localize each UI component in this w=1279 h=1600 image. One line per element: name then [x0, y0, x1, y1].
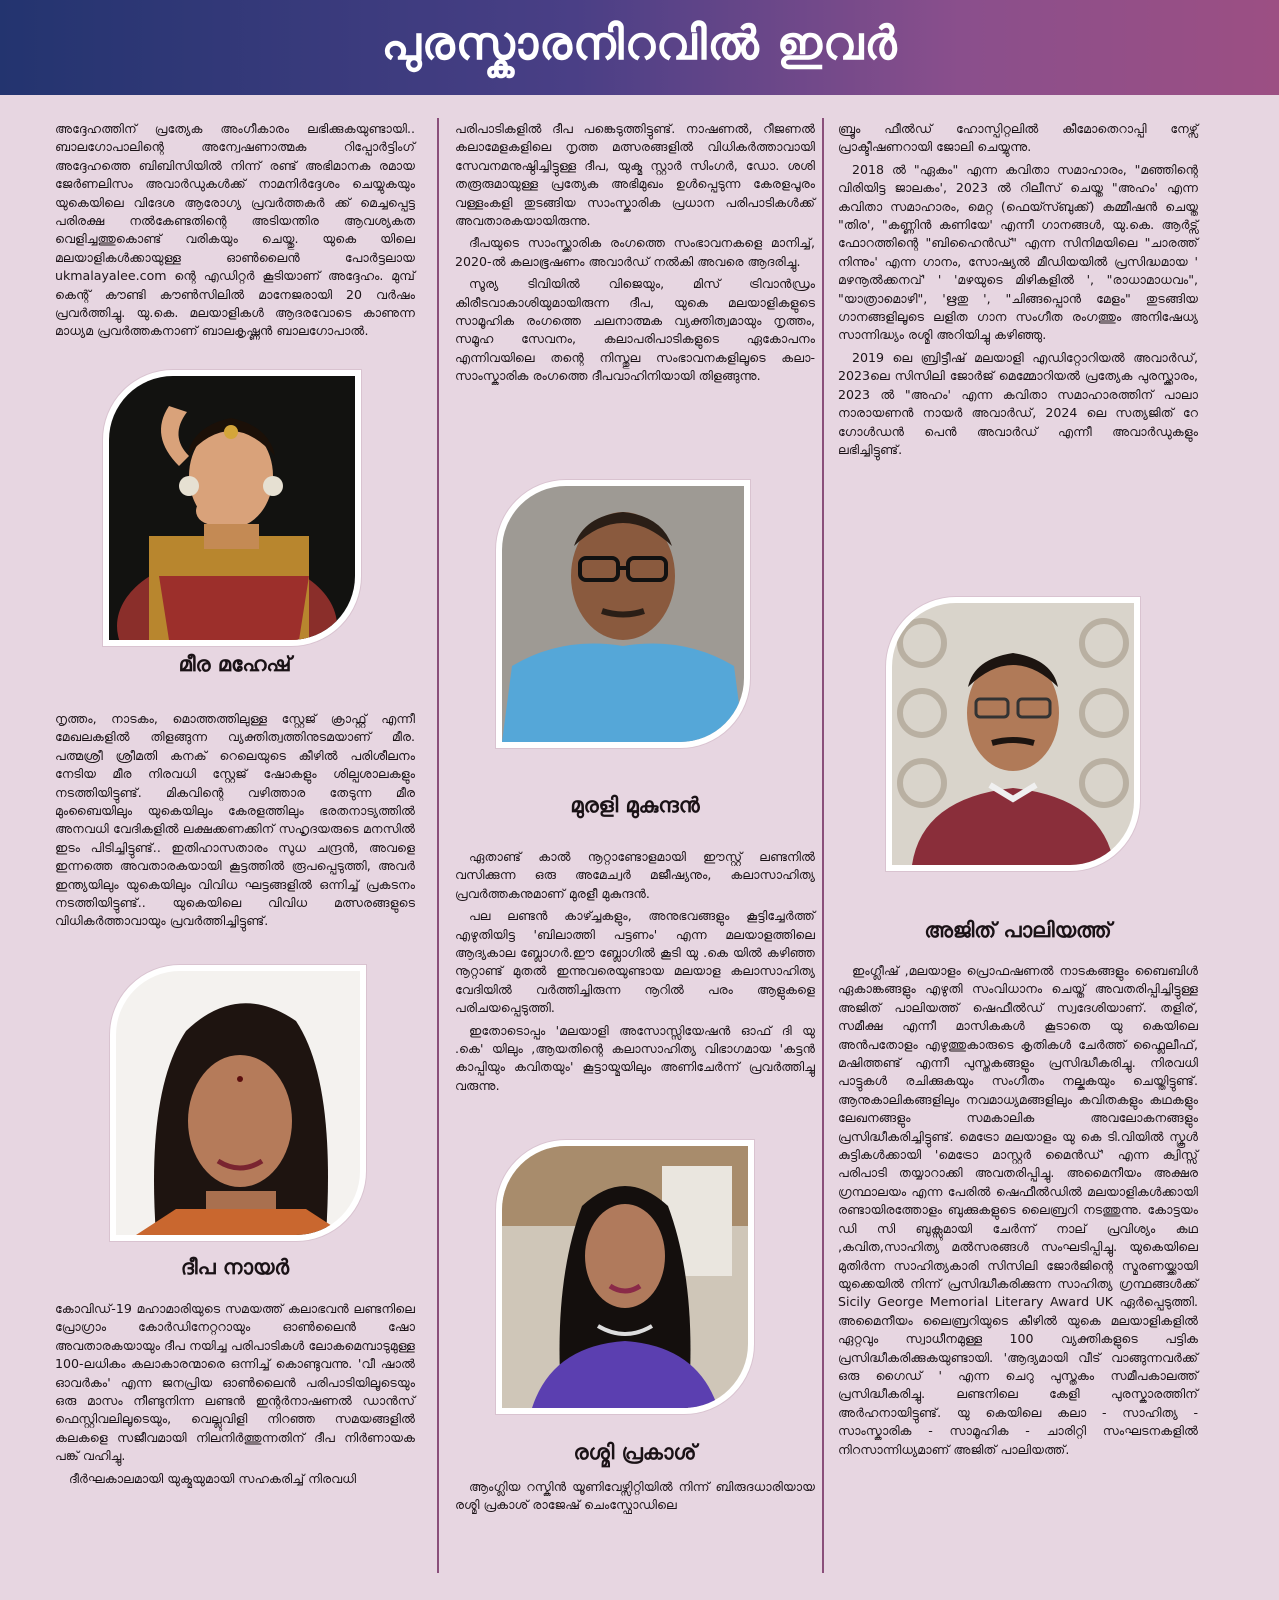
- murali-paragraph-3: ഇതോടൊപ്പം 'മലയാളി അസോസ്സിയേഷൻ ഓഫ് ദി യു .കെ' യിലും ,ആയതിന്റെ കലാസാഹിത്യ വിഭാഗമായ 'കട്ടൻ കാപ്പിയും കവിതയും' കൂട്ടായ്മയിലും അണിചേർന്ന് പ്രവർത്തിച്ചു വരുന്നു.: [455, 1022, 815, 1093]
- reshmi-photo: [496, 1140, 754, 1414]
- page-title: പുരസ്കാരനിറവിൽ ഇവർ: [381, 16, 898, 70]
- deepa-award: ദീപയുടെ സാംസ്ക്കാരിക രംഗത്തെ സംഭാവനകളെ മാനിച്ച്, 2020-ൽ കലാഭൂഷണം അവാർഡ് നൽകി അവരെ ആദരിച്ചു.: [455, 235, 815, 269]
- woman-portrait-icon: [116, 971, 360, 1235]
- murali-bio: [455, 848, 815, 1099]
- reshmi-name: രശ്മി പ്രകാശ്: [573, 1440, 697, 1464]
- deepa-name: ദീപ നായർ: [180, 1255, 290, 1279]
- deepa-profile: സൂര്യ ടിവിയിൽ വിജെയും, മിസ് ട്രിവാൻഡ്രം കിരീടവാകാശിയുമായിരുന്ന ദീപ, യുകെ മലയാളികളുടെ സാമൂഹിക രംഗത്തെ ചലനാത്മക വ്യക്തിത്വമായും നൃത്തം, സമൂഹ സേവനം, കലാപരിപാടികളുടെ ഏകോപനം എന്നിവയിലെ തന്റെ നിസ്തുല സംഭാവനകളിലൂടെ കലാ-സാംസ്കാരിക രംഗത്തെ ദീപവാഹിനിയായി തിളങ്ങുന്നു.: [455, 276, 815, 384]
- deepa-bio: [55, 1300, 415, 1492]
- dancer-portrait-icon: [109, 376, 355, 640]
- woman-portrait-icon: [502, 1146, 748, 1408]
- column-divider: [437, 118, 439, 1573]
- title-banner: [0, 0, 1279, 95]
- column-divider: [822, 118, 824, 1573]
- reshmi-paragraph: ആംഗ്ലിയ റസ്കിൻ യൂണിവേഴ്സിറ്റിയിൽ നിന്ന് ബിരുദധാരിയായ രശ്മി പ്രകാശ് രാജേഷ് ചെംസ്ഫോഡിലെ: [455, 1479, 815, 1513]
- reshmi-works: 2018 ൽ "ഏകം" എന്ന കവിതാ സമാഹാരം, "മഞ്ഞിന്റെ വിരിയിട്ട ജാലകം', 2023 ൽ റിലീസ് ചെയ്ത "അഹം' എന്ന കവിതാ സമാഹാരം, മെറ്റ (ഫെയ്സ്ബുക്ക്) കമ്മീഷൻ ചെയ്ത "തിര', "കണ്ണിൻ കണിയേ' എന്നീ ഗാനങ്ങൾ, യു.കെ. ആർട്സ് ഫോറത്തിന്റെ "ബിഹൈൻഡ്" എന്ന സിനിമയിലെ "ചാരത്ത് നിന്നും' എന്ന ഗാനം, സോഷ്യൽ മീഡിയയിൽ പ്രസിദ്ധമായ ' മഴനൂൽക്കനവ്' ' 'മഴയുടെ മിഴികളിൽ ', "രാധാമാധവം", "യാത്രാമൊഴി", 'ഋതു ', "ചിങ്ങപ്പൊൻ മേളം" തുടങ്ങിയ ഗാനങ്ങളിലൂടെ ലളിത ഗാന സംഗീത രംഗത്തും അനിഷേധ്യ സാന്നിദ്ധ്യം രശ്മി അറിയിച്ചു കഴിഞ്ഞു.: [838, 161, 1198, 343]
- murali-paragraph-2: പല ലണ്ടൻ കാഴ്ച്ചകളും, അനുഭവങ്ങളും കൂട്ടിച്ചേർത്ത് എഴുതിയിട്ട 'ബിലാത്തി പട്ടണം' എന്ന മലയാളത്തിലെ ആദ്യകാല ബ്ലോഗർ.ഈ ബ്ലോഗിൽ കൂടി യു .കെ യിൽ കഴിഞ്ഞ നൂറ്റാണ്ട് മുതൽ ഇന്നുവരെയുണ്ടായ മലയാള കലാസാഹിത്യ വേദിയിൽ വർത്തിച്ചിരുന്ന നൂറിൽ പരം ആളുകളെ പരിചയപ്പെടുത്തി.: [455, 908, 815, 1016]
- reshmi-bio: [455, 1478, 815, 1519]
- man-portrait-icon: [502, 486, 744, 742]
- column-2-top: [455, 120, 815, 390]
- deepa-photo: [110, 965, 366, 1241]
- ajith-bio: [838, 962, 1198, 1463]
- ajith-photo: [886, 597, 1140, 871]
- meera-bio: [55, 710, 415, 935]
- meera-name: മീര മഹേഷ്: [178, 652, 292, 676]
- ajith-name: അജിത് പാലിയത്ത്: [924, 918, 1112, 942]
- reshmi-continued: ബ്രൂം ഫീൽഡ് ഹോസ്പിറ്റലിൽ കീമോതെറാപ്പി നേഴ്സ് പ്രാക്ടീഷണറായി ജോലി ചെയ്യുന്നു.: [838, 121, 1198, 155]
- column-1-intro: [55, 120, 415, 345]
- meera-paragraph: നൃത്തം, നാടകം, മൊത്തത്തിലുള്ള സ്റ്റേജ് ക്രാഫ്റ്റ് എന്നീ മേഖലകളിൽ തിളങ്ങുന്ന വ്യക്തിത്വത്തിനുടമയാണ് മീര. പത്മശ്രീ ശ്രീമതി കനക് റെലെയുടെ കീഴിൽ പരിശീലനം നേടിയ മീര നിരവധി സ്റ്റേജ് ഷോകളും ശില്പശാലകളും നടത്തിയിട്ടുണ്ട്. മികവിന്റെ വഴിത്താര തേടുന്ന മീര മുംബൈയിലും യുകെയിലും കേരളത്തിലും ഭരതനാട്യത്തിൽ അനവധി വേദികളിൽ ലക്ഷക്കണക്കിന് സഹൃദയരുടെ മനസിൽ ഇടം പിടിച്ചിട്ടുണ്ട്.. ഇതിഹാസതാരം സുധ ചന്ദ്രൻ, അവളെ ഇന്നത്തെ അവതാരകയായി കൂട്ടത്തിൽ രൂപപ്പെടുത്തി, അവർ ഇന്ത്യയിലും യുകെയിലും വിവിധ ഘട്ടങ്ങളിൽ ഒന്നിച്ച് പ്രകടനം നടത്തിയിട്ടുണ്ട്.. യുകെയിലെ വിവിധ മത്സരങ്ങളുടെ വിധികർത്താവായും പ്രവർത്തിച്ചിട്ടുണ്ട്.: [55, 711, 415, 929]
- man-portrait-icon: [892, 603, 1134, 865]
- intro-paragraph: അദ്ദേഹത്തിന് പ്രത്യേക അംഗീകാരം ലഭിക്കുകയുണ്ടായി.. ബാലഗോപാലിന്റെ അന്വേഷണാത്മക റിപ്പോർട്ടിംഗ് അദ്ദേഹത്തെ ബിബിസിയിൽ നിന്ന് രണ്ട് അഭിമാനക രമായ ജേർണലിസം അവാർഡുകൾക്ക് നാമനിർദ്ദേശം ചെയ്യുകയും യുകെയിലെ വിദേശ ആരോഗ്യ പ്രവർത്തകർ ക്ക് മെച്ചപ്പെട്ട പരിരക്ഷ നൽകേണ്ടതിന്റെ അടിയന്തിര ആവശ്യകത വെളിച്ചത്തുകൊണ്ട് വരികയും ചെയ്തു. യുകെ യിലെ മലയാളികൾക്കായുള്ള ഓൺലൈൻ പോർട്ടലായ ukmalayalee.com ന്റെ എഡിറ്റർ കൂടിയാണ് അദ്ദേഹം. മുമ്പ് കെന്റ് കൗണ്ടി കൗൺസിലിൽ മാനേജരായി 20 വർഷം പ്രവർത്തിച്ചു. യു.കെ. മലയാളികൾ ആദരവോടെ കാണുന്ന മാധ്യമ പ്രവർത്തകനാണ് ബാലകൃഷ്ണൻ ബാലഗോപാൽ.: [55, 121, 415, 339]
- murali-paragraph: ഏതാണ്ട് കാൽ നൂറ്റാണ്ടോളമായി ഈസ്റ്റ് ലണ്ടനിൽ വസിക്കുന്ന ഒരു അമേച്വർ മജീഷ്യനും, കലാസാഹിത്യ പ്രവർത്തകനുമാണ് മുരളീ മുകുന്ദൻ.: [455, 849, 815, 901]
- deepa-continued: പരിപാടികളിൽ ദീപ പങ്കെടുത്തിട്ടുണ്ട്. നാഷണൽ, റീജണൽ കലാമേളകളിലെ നൃത്ത മത്സരങ്ങളിൽ വിധികർത്താവായി സേവനമനുഷ്ഠിച്ചിട്ടുള്ള ദീപ, യുക്മ സ്റ്റാർ സിംഗർ, ഡോ. ശശി തരൂരുമായുള്ള പ്രത്യേക അഭിമുഖം ഉൾപ്പെടുന്ന കേരളപൂരം വള്ളംകളി തുടങ്ങിയ സാംസ്കാരിക പ്രധാന പരിപാടികൾക്ക് അവതാരകയായിരുന്നു.: [455, 121, 815, 229]
- deepa-paragraph: കോവിഡ്-19 മഹാമാരിയുടെ സമയത്ത് കലാഭവൻ ലണ്ടനിലെ പ്രോഗ്രാം കോർഡിനേറ്ററായും ഓൺലൈൻ ഷോ അവതാരകയായും ദീപ നയിച്ച പരിപാടികൾ ലോകമെമ്പാടുമുള്ള 100-ലധികം കലാകാരന്മാരെ ഒന്നിച്ച് കൊണ്ടുവന്നു. 'വീ ഷാൽ ഓവർകം' എന്ന ജനപ്രിയ ഓൺലൈൻ പരിപാടിയിലൂടെയും ഒരു മാസം നീണ്ടുനിന്ന ലണ്ടൻ ഇന്റർനാഷണൽ ഡാൻസ് ഫെസ്റ്റിവലിലൂടെയും, വെല്ലുവിളി നിറഞ്ഞ സമയങ്ങളിൽ കലകളെ സജീവമായി നിലനിർത്തുന്നതിന് ദീപ നിർണായക പങ്ക് വഹിച്ചു.: [55, 1301, 415, 1464]
- deepa-paragraph-2: ദീർഘകാലമായി യുക്മയുമായി സഹകരിച്ച് നിരവധി: [69, 1470, 357, 1486]
- reshmi-awards: 2019 ലെ ബ്രിട്ടീഷ് മലയാളി എഡിറ്റോറിയൽ അവാർഡ്, 2023ലെ സിസിലി ജോർജ് മെമ്മോറിയൽ പ്രത്യേക പുരസ്ക്കാരം, 2023 ൽ "അഹം' എന്ന കവിതാ സമാഹാരത്തിന് പാലാ നാരായണൻ നായർ അവാർഡ്, 2024 ലെ സത്യജിത് റേ ഗോൾഡൻ പെൻ അവാർഡ് എന്നീ അവാർഡുകളും ലഭിച്ചിട്ടുണ്ട്.: [838, 349, 1198, 457]
- meera-photo: [103, 370, 361, 646]
- column-3-top: [838, 120, 1198, 463]
- murali-photo: [496, 480, 750, 748]
- murali-name: മുരളി മുകുന്ദൻ: [570, 793, 700, 817]
- ajith-paragraph: ഇംഗ്ലീഷ് ,മലയാളം പ്രൊഫഷണൽ നാടകങ്ങളും ബൈബിൾ ഏകാങ്കങ്ങളും എഴുതി സംവിധാനം ചെയ്ത് അവതരിപ്പിച്ചിട്ടുള്ള അജിത് പാലിയത്ത് ഷെഫീൽഡ് സ്വദേശിയാണ്. തളിര്, സമീക്ഷ എന്നീ മാസികകൾ കൂടാതെ യു കെയിലെ അൻപതോളം എഴുത്തുകാരുടെ കൃതികൾ ചേർത്ത് ഫ്ലൈലീഫ്, മഷിത്തണ്ട് എന്നീ പുസ്തകങ്ങളും പ്രസിദ്ധീകരിച്ചു. നിരവധി പാട്ടുകൾ രചിക്കുകയും സംഗീതം നല്കുകയും ചെയ്തിട്ടുണ്ട്. ആനുകാലികങ്ങളിലും നവമാധ്യമങ്ങളിലും കവിതകളും കഥകളും ലേഖനങ്ങളും സമകാലിക അവലോകനങ്ങളും പ്രസിദ്ധീകരിച്ചിട്ടുണ്ട്. മെട്രോ മലയാളം യു കെ ടി.വിയിൽ സ്കൂൾ കുട്ടികൾക്കായി 'മെട്രോ മാസ്റ്റർ മൈൻഡ്' എന്ന ക്വിസ്സ് പരിപാടി തയ്യാറാക്കി അവതരിപ്പിച്ചു. അമൈനീയം അക്ഷര ഗ്രന്ഥാലയം എന്ന പേരിൽ ഷെഫീൽഡിൽ മലയാളികൾക്കായി രണ്ടായിരത്തോളം ബുക്കുകളുടെ ലൈബ്രറി നടത്തുന്നു. കോട്ടയം ഡി സി ബുക്സുമായി ചേർന്ന് നാല് പ്രവിശ്യം കഥ ,കവിത,സാഹിത്യ മൽസരങ്ങൾ സംഘടിപ്പിച്ചു. യുകെയിലെ മുതിർന്ന സാഹിത്യകാരി സിസിലി ജോർജിന്റെ സ്മരണയ്ക്കായി യുക്കെയിൽ നിന്ന് പ്രസിദ്ധീകരിക്കുന്ന സാഹിത്യ ഗ്രന്ഥങ്ങൾക്ക് Sicily George Memorial Literary Award UK ഏർപ്പെടുത്തി. അമൈനീയം ലൈബ്രറിയുടെ കീഴിൽ യുകെ മലയാളികളിൽ ഏറ്റവും സ്വാധീനമുള്ള 100 വ്യക്തികളുടെ പട്ടിക പ്രസിദ്ധീകരിക്കുകയുണ്ടായി. 'ആദ്യമായി വീട് വാങ്ങുന്നവർക്ക് ഒരു ഗൈഡ് ' എന്ന ചെറു പുസ്തകം സമീപകാലത്ത് പ്രസിദ്ധീകരിച്ചു. ലണ്ടനിലെ കേളി പുരസ്കാരത്തിന് അർഹനായിട്ടുണ്ട്. യു കെയിലെ കലാ - സാഹിത്യ - സാംസ്കാരിക - സാമൂഹിക - ചാരിറ്റി സംഘടനകളിൽ നിറസാന്നിധ്യമാണ് അജിത് പാലിയത്ത്.: [838, 963, 1198, 1457]
